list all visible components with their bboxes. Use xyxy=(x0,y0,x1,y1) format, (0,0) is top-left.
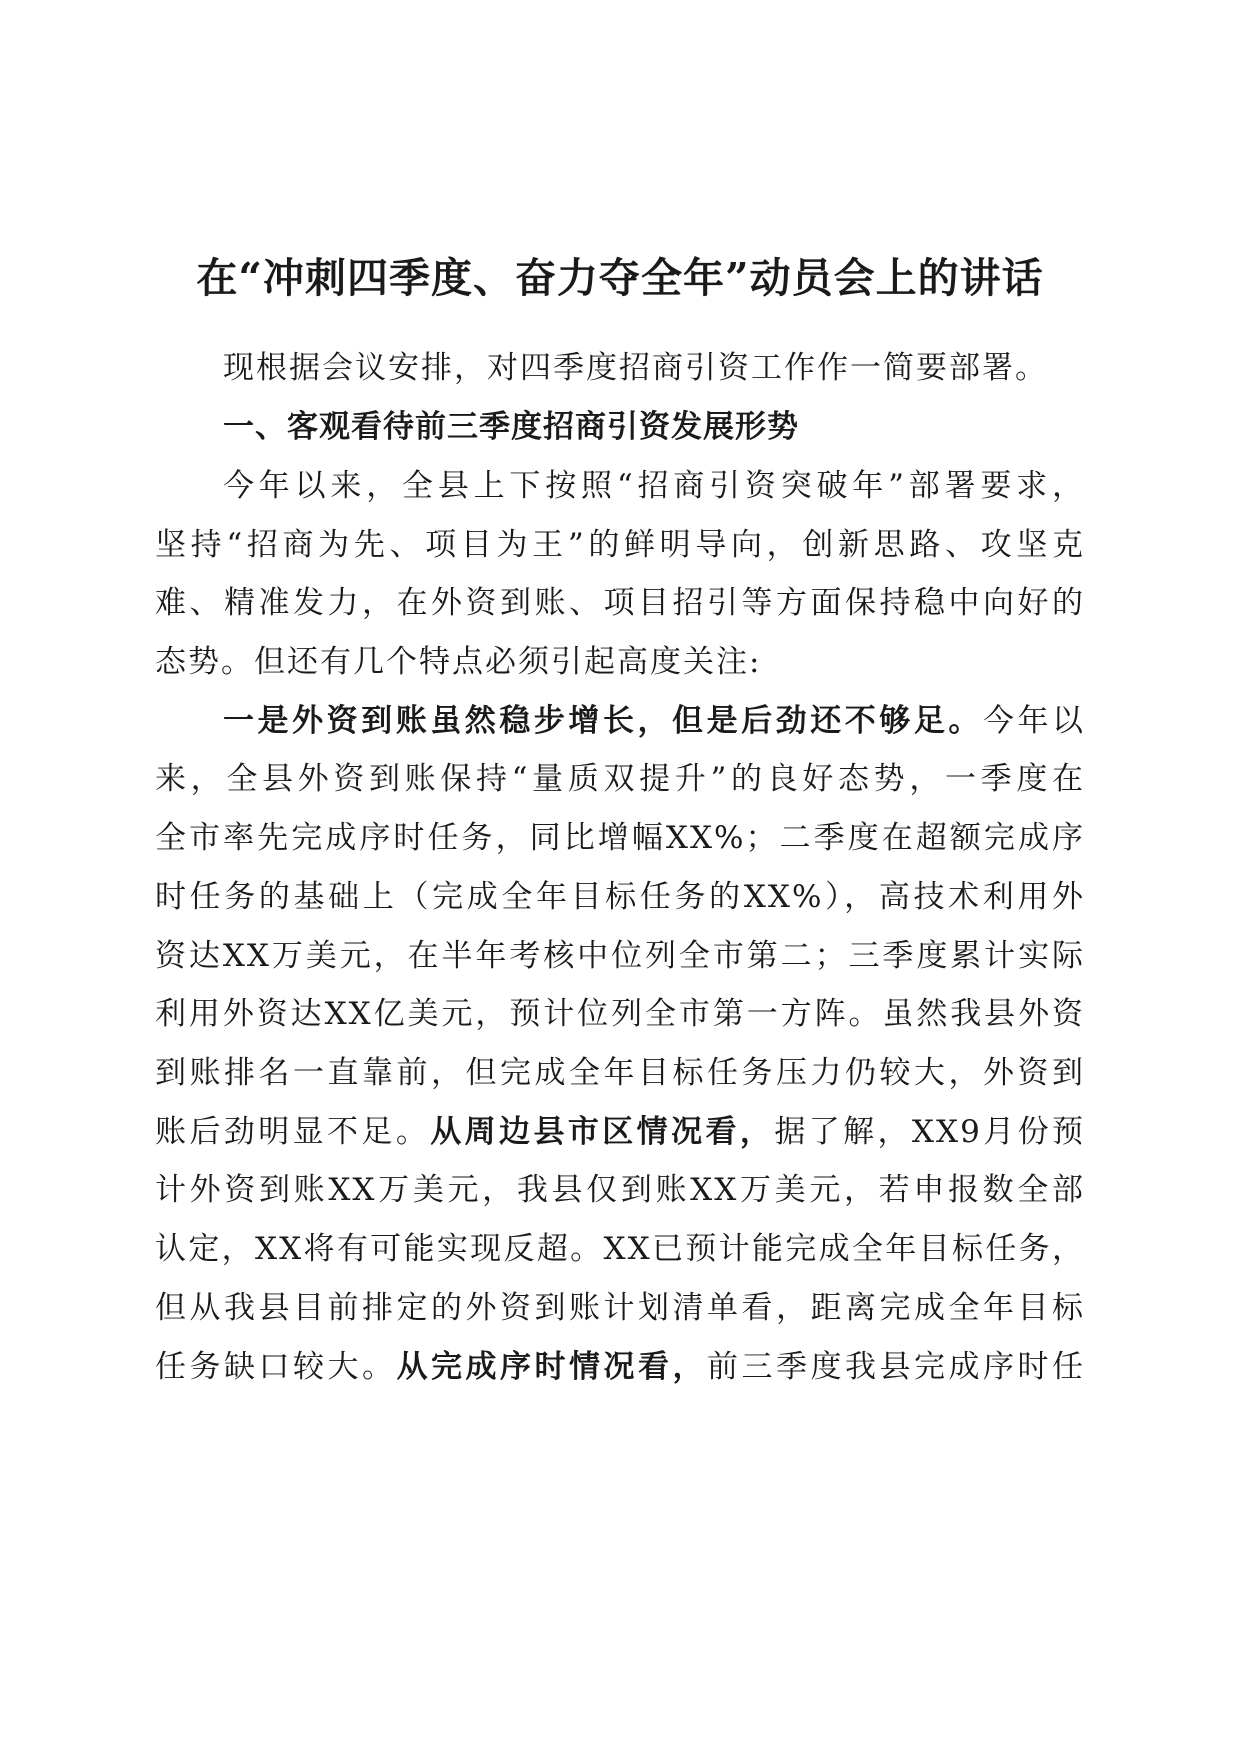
document-title: 在“冲刺四季度、奋力夺全年”动员会上的讲话 xyxy=(196,254,1044,302)
paragraph-line: 到账排名一直靠前，但完成全年目标任务压力仍较大，外资到 xyxy=(155,1055,1085,1091)
paragraph-text: 据了解，XX9月份预 xyxy=(774,1114,1086,1150)
paragraph-line: 资达XX万美元，在半年考核中位列全市第二；三季度累计实际 xyxy=(155,938,1085,974)
paragraph-line: 难、精准发力，在外资到账、项目招引等方面保持稳中向好的 xyxy=(155,585,1085,621)
paragraph-line: 今年以来，全县上下按照“招商引资突破年”部署要求， xyxy=(223,468,1085,504)
paragraph-line: 时任务的基础上（完成全年目标任务的XX%），高技术利用外 xyxy=(155,879,1085,915)
paragraph-line xyxy=(155,1337,1085,1397)
paragraph-line: 利用外资达XX亿美元，预计位列全市第一方阵。虽然我县外资 xyxy=(155,996,1085,1032)
paragraph-text: 今年以 xyxy=(982,703,1086,739)
key-point-bold: 从完成序时情况看， xyxy=(396,1349,707,1385)
paragraph-line xyxy=(223,691,1085,751)
key-point-bold: 从周边县市区情况看， xyxy=(430,1114,775,1150)
paragraph-line: 坚持“招商为先、项目为王”的鲜明导向，创新思路、攻坚克 xyxy=(155,527,1085,563)
paragraph-line: 全市率先完成序时任务，同比增幅XX%；二季度在超额完成序 xyxy=(155,820,1085,856)
paragraph-text: 前三季度我县完成序时任 xyxy=(707,1349,1085,1385)
paragraph-text: 任务缺口较大。 xyxy=(155,1349,397,1385)
paragraph-line: 来，全县外资到账保持“量质双提升”的良好态势，一季度在 xyxy=(155,761,1085,797)
key-point-bold: 一是外资到账虽然稳步增长，但是后劲还不够足。 xyxy=(223,703,983,739)
paragraph-line: 认定，XX将有可能实现反超。XX已预计能完成全年目标任务， xyxy=(155,1231,1085,1267)
paragraph-text: 账后劲明显不足。 xyxy=(155,1114,431,1150)
paragraph-line: 态势。但还有几个特点必须引起高度关注: xyxy=(155,644,762,680)
section-heading: 一、客观看待前三季度招商引资发展形势 xyxy=(223,409,799,445)
paragraph-line: 计外资到账XX万美元，我县仅到账XX万美元，若申报数全部 xyxy=(155,1172,1085,1208)
paragraph-line xyxy=(155,1102,1085,1162)
paragraph-line: 但从我县目前排定的外资到账计划清单看，距离完成全年目标 xyxy=(155,1290,1085,1326)
intro-paragraph: 现根据会议安排，对四季度招商引资工作作一简要部署。 xyxy=(223,350,1048,386)
